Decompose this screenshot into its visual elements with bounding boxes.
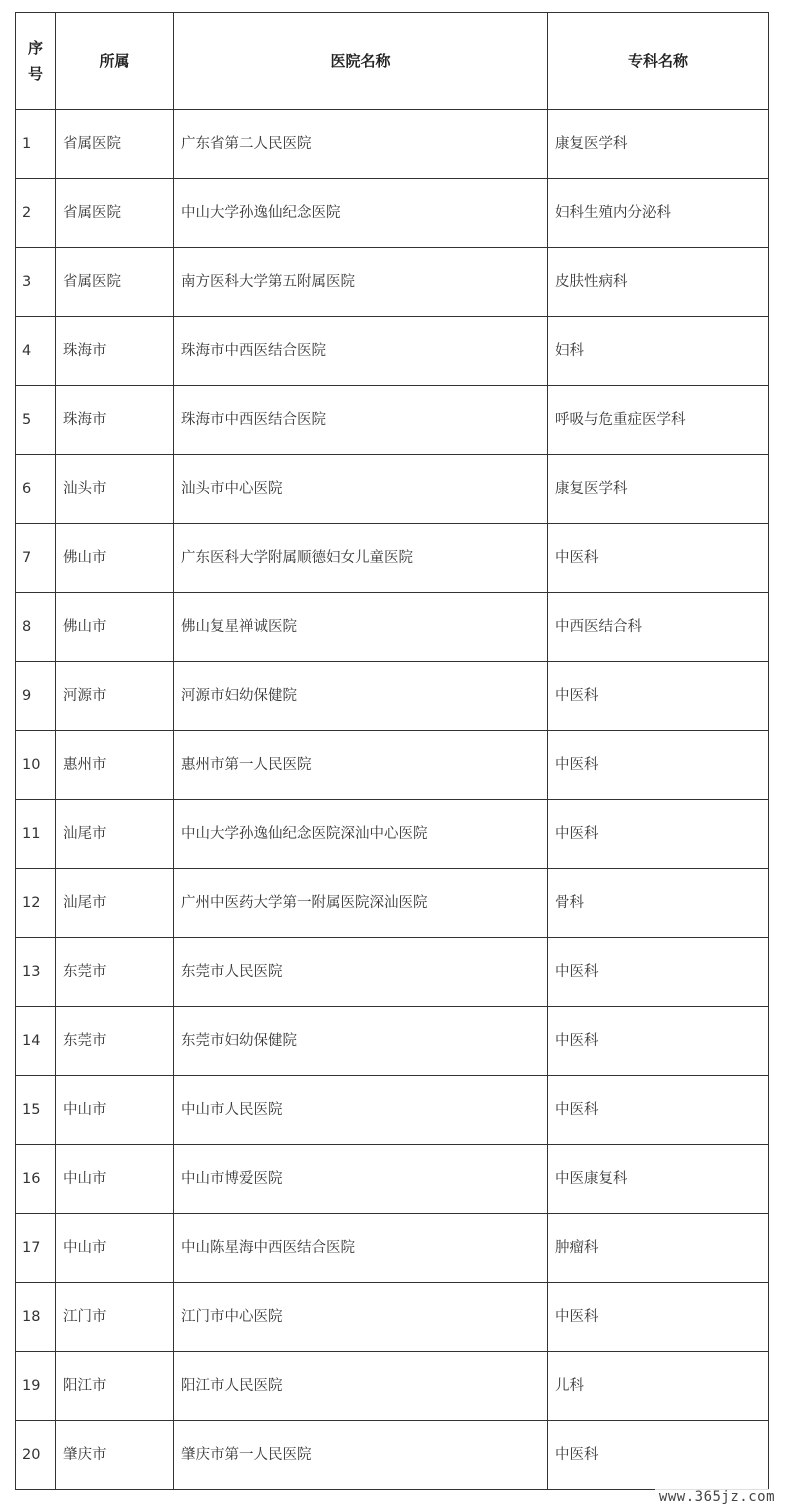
cell-hospital: 南方医科大学第五附属医院 bbox=[174, 248, 548, 317]
cell-affiliation: 中山市 bbox=[56, 1076, 174, 1145]
cell-specialty: 骨科 bbox=[548, 869, 769, 938]
cell-affiliation: 珠海市 bbox=[56, 317, 174, 386]
cell-seq: 11 bbox=[16, 800, 56, 869]
cell-specialty: 皮肤性病科 bbox=[548, 248, 769, 317]
cell-hospital: 珠海市中西医结合医院 bbox=[174, 386, 548, 455]
cell-specialty: 中医科 bbox=[548, 1076, 769, 1145]
cell-hospital: 广东医科大学附属顺德妇女儿童医院 bbox=[174, 524, 548, 593]
cell-specialty: 妇科生殖内分泌科 bbox=[548, 179, 769, 248]
cell-specialty: 中医科 bbox=[548, 731, 769, 800]
table-row bbox=[16, 1007, 769, 1076]
cell-hospital: 阳江市人民医院 bbox=[174, 1352, 548, 1421]
cell-hospital: 江门市中心医院 bbox=[174, 1283, 548, 1352]
header-seq-line1: 序 bbox=[27, 39, 43, 57]
cell-seq: 3 bbox=[16, 248, 56, 317]
cell-seq: 5 bbox=[16, 386, 56, 455]
cell-affiliation: 省属医院 bbox=[56, 248, 174, 317]
header-specialty: 专科名称 bbox=[548, 13, 769, 110]
header-affiliation: 所属 bbox=[56, 13, 174, 110]
table-row bbox=[16, 1421, 769, 1490]
table-row bbox=[16, 593, 769, 662]
cell-affiliation: 佛山市 bbox=[56, 593, 174, 662]
cell-specialty: 中医科 bbox=[548, 1421, 769, 1490]
cell-specialty: 呼吸与危重症医学科 bbox=[548, 386, 769, 455]
table-row bbox=[16, 1283, 769, 1352]
header-row bbox=[16, 13, 769, 110]
table-row bbox=[16, 662, 769, 731]
cell-affiliation: 江门市 bbox=[56, 1283, 174, 1352]
cell-affiliation: 肇庆市 bbox=[56, 1421, 174, 1490]
cell-specialty: 妇科 bbox=[548, 317, 769, 386]
table-row bbox=[16, 317, 769, 386]
cell-affiliation: 汕尾市 bbox=[56, 800, 174, 869]
table-row bbox=[16, 386, 769, 455]
table-row bbox=[16, 524, 769, 593]
table-header bbox=[16, 13, 769, 110]
cell-hospital: 肇庆市第一人民医院 bbox=[174, 1421, 548, 1490]
cell-seq: 16 bbox=[16, 1145, 56, 1214]
cell-affiliation: 汕头市 bbox=[56, 455, 174, 524]
cell-specialty: 中医科 bbox=[548, 1283, 769, 1352]
table-row bbox=[16, 1076, 769, 1145]
cell-specialty: 中医科 bbox=[548, 524, 769, 593]
cell-hospital: 惠州市第一人民医院 bbox=[174, 731, 548, 800]
table-row bbox=[16, 1145, 769, 1214]
cell-specialty: 中医科 bbox=[548, 938, 769, 1007]
cell-affiliation: 汕尾市 bbox=[56, 869, 174, 938]
table-row bbox=[16, 869, 769, 938]
cell-seq: 1 bbox=[16, 110, 56, 179]
cell-affiliation: 佛山市 bbox=[56, 524, 174, 593]
cell-hospital: 中山市博爱医院 bbox=[174, 1145, 548, 1214]
cell-seq: 2 bbox=[16, 179, 56, 248]
table-body bbox=[16, 110, 769, 1490]
cell-hospital: 东莞市妇幼保健院 bbox=[174, 1007, 548, 1076]
cell-specialty: 儿科 bbox=[548, 1352, 769, 1421]
cell-seq: 18 bbox=[16, 1283, 56, 1352]
cell-seq: 13 bbox=[16, 938, 56, 1007]
table-row bbox=[16, 1352, 769, 1421]
cell-seq: 10 bbox=[16, 731, 56, 800]
cell-seq: 12 bbox=[16, 869, 56, 938]
cell-hospital: 广东省第二人民医院 bbox=[174, 110, 548, 179]
cell-specialty: 中医科 bbox=[548, 1007, 769, 1076]
cell-affiliation: 中山市 bbox=[56, 1145, 174, 1214]
cell-specialty: 中医康复科 bbox=[548, 1145, 769, 1214]
header-seq bbox=[16, 13, 56, 110]
cell-seq: 8 bbox=[16, 593, 56, 662]
cell-seq: 17 bbox=[16, 1214, 56, 1283]
cell-hospital: 广州中医药大学第一附属医院深汕医院 bbox=[174, 869, 548, 938]
table-row bbox=[16, 731, 769, 800]
table-row bbox=[16, 248, 769, 317]
site-watermark: www.365jz.com bbox=[655, 1489, 779, 1505]
cell-hospital: 中山市人民医院 bbox=[174, 1076, 548, 1145]
cell-seq: 6 bbox=[16, 455, 56, 524]
header-hospital: 医院名称 bbox=[174, 13, 548, 110]
cell-seq: 20 bbox=[16, 1421, 56, 1490]
cell-affiliation: 东莞市 bbox=[56, 1007, 174, 1076]
header-seq-line2: 号 bbox=[27, 65, 43, 83]
cell-seq: 14 bbox=[16, 1007, 56, 1076]
cell-specialty: 中医科 bbox=[548, 800, 769, 869]
cell-affiliation: 省属医院 bbox=[56, 110, 174, 179]
cell-hospital: 佛山复星禅诚医院 bbox=[174, 593, 548, 662]
cell-hospital: 东莞市人民医院 bbox=[174, 938, 548, 1007]
cell-specialty: 肿瘤科 bbox=[548, 1214, 769, 1283]
cell-seq: 7 bbox=[16, 524, 56, 593]
table-row bbox=[16, 1214, 769, 1283]
cell-affiliation: 河源市 bbox=[56, 662, 174, 731]
cell-hospital: 珠海市中西医结合医院 bbox=[174, 317, 548, 386]
cell-hospital: 中山陈星海中西医结合医院 bbox=[174, 1214, 548, 1283]
cell-specialty: 中西医结合科 bbox=[548, 593, 769, 662]
cell-affiliation: 珠海市 bbox=[56, 386, 174, 455]
cell-affiliation: 阳江市 bbox=[56, 1352, 174, 1421]
cell-seq: 9 bbox=[16, 662, 56, 731]
table-row bbox=[16, 455, 769, 524]
table-row bbox=[16, 110, 769, 179]
cell-affiliation: 惠州市 bbox=[56, 731, 174, 800]
table-row bbox=[16, 938, 769, 1007]
hospital-specialty-table-container bbox=[15, 12, 768, 1490]
cell-hospital: 河源市妇幼保健院 bbox=[174, 662, 548, 731]
cell-affiliation: 东莞市 bbox=[56, 938, 174, 1007]
cell-affiliation: 中山市 bbox=[56, 1214, 174, 1283]
cell-specialty: 康复医学科 bbox=[548, 110, 769, 179]
cell-hospital: 中山大学孙逸仙纪念医院深汕中心医院 bbox=[174, 800, 548, 869]
table-row bbox=[16, 800, 769, 869]
hospital-specialty-table bbox=[15, 12, 769, 1490]
cell-seq: 15 bbox=[16, 1076, 56, 1145]
cell-specialty: 康复医学科 bbox=[548, 455, 769, 524]
cell-specialty: 中医科 bbox=[548, 662, 769, 731]
cell-hospital: 中山大学孙逸仙纪念医院 bbox=[174, 179, 548, 248]
table-row bbox=[16, 179, 769, 248]
cell-seq: 19 bbox=[16, 1352, 56, 1421]
cell-affiliation: 省属医院 bbox=[56, 179, 174, 248]
cell-hospital: 汕头市中心医院 bbox=[174, 455, 548, 524]
cell-seq: 4 bbox=[16, 317, 56, 386]
